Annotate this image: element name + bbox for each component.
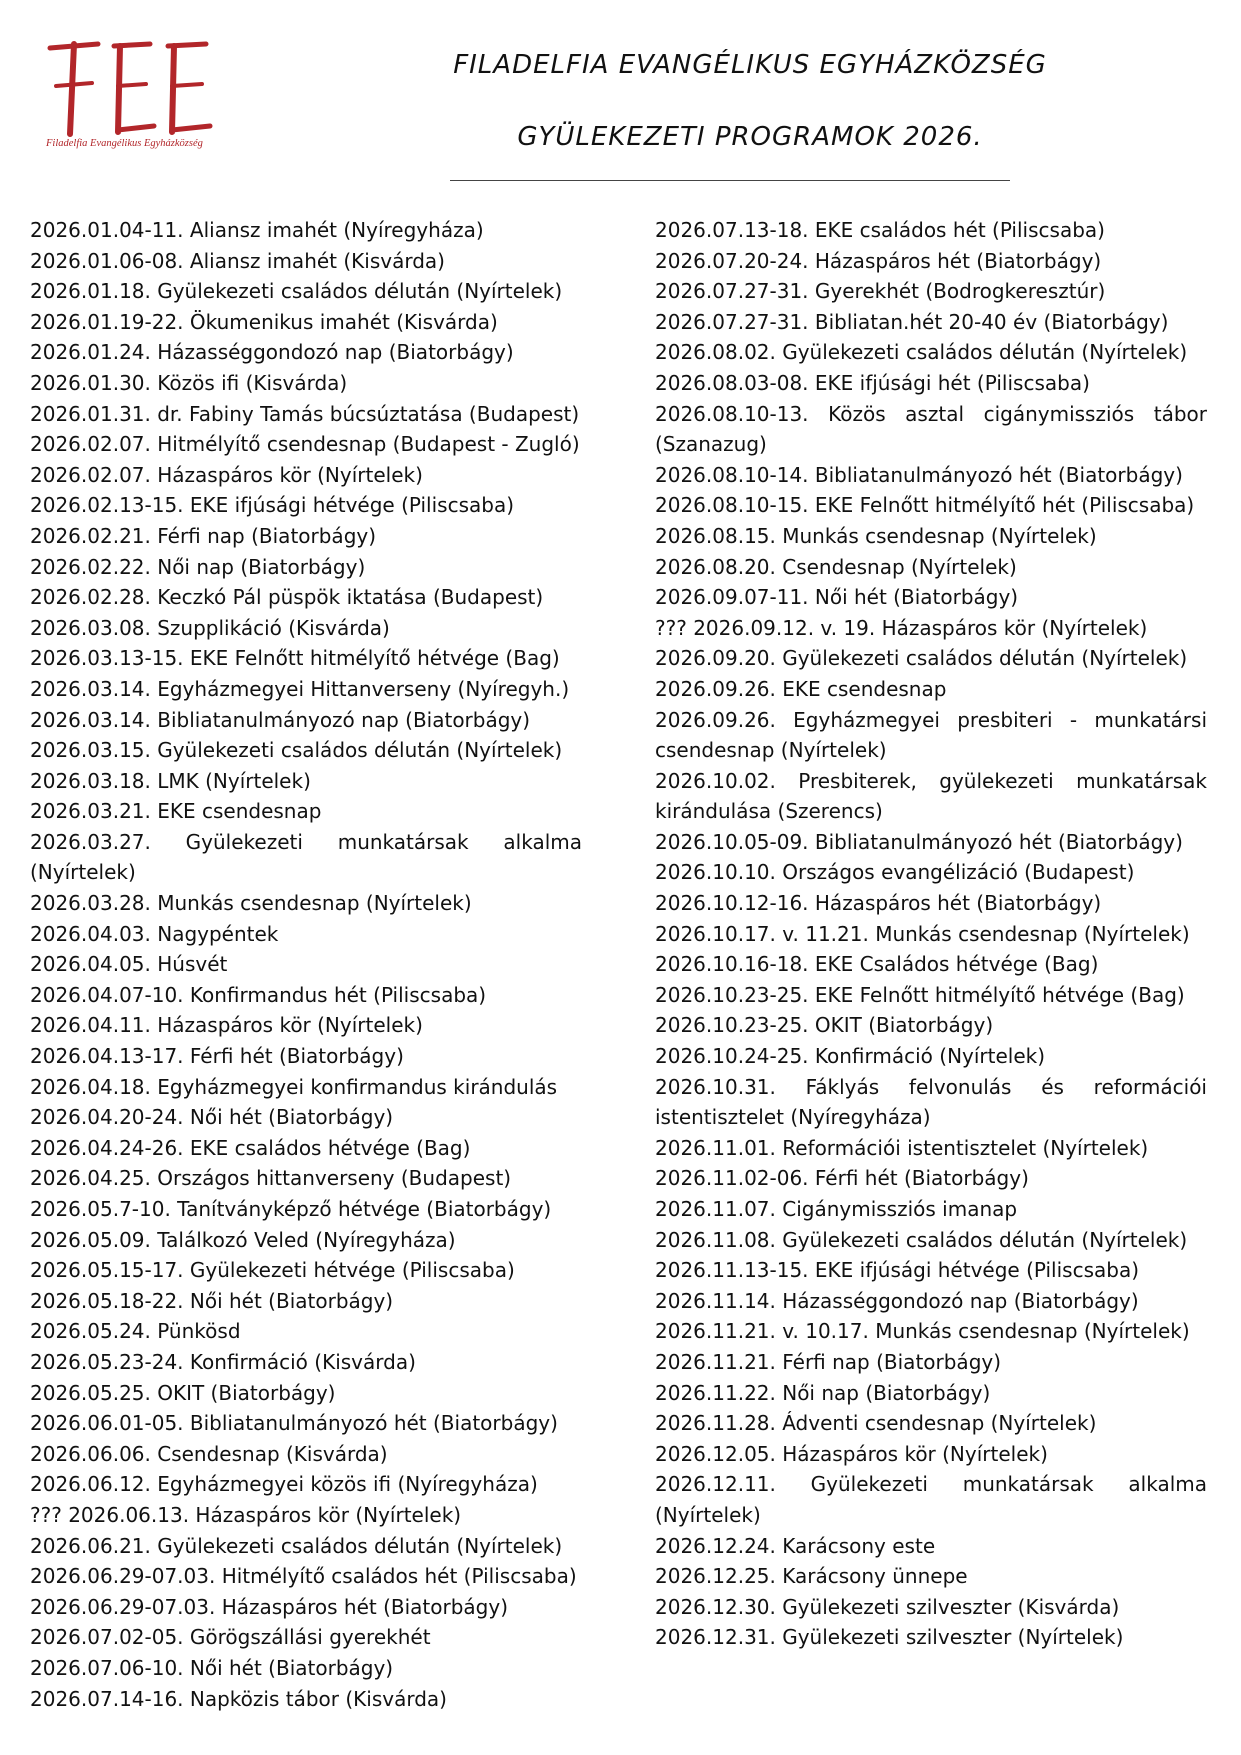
program-item: 2026.10.10. Országos evangélizáció (Budapest) (655, 860, 1135, 885)
program-item: 2026.03.28. Munkás csendesnap (Nyírtelek) (30, 891, 472, 916)
program-item: 2026.06.21. Gyülekezeti családos délután (Nyírtelek) (30, 1533, 563, 1558)
program-item: 2026.11.13-15. EKE ifjúsági hétvége (Piliscsaba) (655, 1258, 1140, 1283)
program-item: 2026.09.26. EKE csendesnap (655, 676, 947, 701)
program-item: 2026.11.07. Cigánymissziós imanap (655, 1197, 1018, 1221)
program-item: 2026.12.25. Karácsony ünnepe (655, 1564, 968, 1589)
fee-logo-letters-icon (44, 38, 214, 138)
program-item: 2026.08.02. Gyülekezeti családos délután (Nyírtelek) (655, 340, 1188, 365)
program-item: 2026.07.02-05. Görögszállási gyerekhét (30, 1625, 431, 1650)
program-item: 2026.05.23-24. Konfirmáció (Kisvárda) (30, 1349, 416, 1374)
program-item: 2026.09.26. Egyházmegyei presbiteri - munkatársi csendesnap (Nyírtelek) (655, 707, 1207, 763)
program-item: 2026.10.24-25. Konfirmáció (Nyírtelek) (655, 1044, 1046, 1069)
program-item: 2026.01.06-08. Aliansz imahét (Kisvárda) (30, 248, 445, 273)
program-item: 2026.05.09. Találkozó Veled (Nyíregyháza) (30, 1227, 456, 1252)
program-title: GYÜLEKEZETI PROGRAMOK 2026. (517, 122, 983, 152)
program-item: 2026.11.01. Reformációi istentisztelet (Nyírtelek) (655, 1135, 1149, 1160)
program-item: 2026.04.07-10. Konfirmandus hét (Piliscsaba) (30, 982, 487, 1007)
program-item: 2026.03.14. Bibliatanulmányozó nap (Biatorbágy) (30, 707, 531, 732)
program-item: 2026.02.07. Házaspáros kör (Nyírtelek) (30, 462, 423, 487)
program-item: 2026.11.22. Női nap (Biatorbágy) (655, 1380, 991, 1405)
program-item: 2026.11.02-06. Férfi hét (Biatorbágy) (655, 1166, 1029, 1191)
program-item: 2026.01.04-11. Aliansz imahét (Nyíregyháza) (30, 218, 484, 242)
program-item: 2026.12.11. Gyülekezeti munkatársak alkalma (Nyírtelek) (655, 1472, 1207, 1527)
program-item: 2026.10.12-16. Házaspáros hét (Biatorbágy) (655, 891, 1102, 916)
program-item: 2026.07.14-16. Napközis tábor (Kisvárda) (30, 1686, 447, 1711)
program-item: 2026.11.21. v. 10.17. Munkás csendesnap (Nyírtelek) (655, 1319, 1190, 1344)
program-item: 2026.11.14. Házasséggondozó nap (Biatorbágy) (655, 1288, 1139, 1313)
program-item: 2026.02.22. Női nap (Biatorbágy) (30, 554, 366, 579)
program-item: 2026.03.27. Gyülekezeti munkatársak alkalma (Nyírtelek) (30, 829, 582, 885)
program-item: 2026.07.20-24. Házaspáros hét (Biatorbágy) (655, 248, 1102, 273)
program-item: 2026.02.07. Hitmélyítő csendesnap (Budapest - Zugló) (30, 432, 580, 457)
program-list-right (655, 215, 1207, 1653)
program-item: 2026.10.17. v. 11.21. Munkás csendesnap (Nyírtelek) (655, 921, 1190, 946)
program-item: 2026.01.24. Házasséggondozó nap (Biatorbágy) (30, 340, 514, 365)
program-item: 2026.03.14. Egyházmegyei Hittanverseny (Nyíregyh.) (30, 676, 570, 701)
program-item: 2026.06.12. Egyházmegyei közös ifi (Nyíregyháza) (30, 1472, 538, 1497)
program-item: 2026.07.13-18. EKE családos hét (Piliscsaba) (655, 218, 1105, 242)
program-item: 2026.06.06. Csendesnap (Kisvárda) (30, 1441, 388, 1466)
program-item: 2026.10.05-09. Bibliatanulmányozó hét (Biatorbágy) (655, 829, 1183, 854)
program-item: 2026.05.15-17. Gyülekezeti hétvége (Piliscsaba) (30, 1258, 515, 1283)
program-item: 2026.04.24-26. EKE családos hétvége (Bag) (30, 1135, 471, 1160)
program-item: 2026.08.15. Munkás csendesnap (Nyírtelek) (655, 523, 1097, 548)
program-item: 2026.12.31. Gyülekezeti szilveszter (Nyírtelek) (655, 1625, 1124, 1650)
program-item: 2026.01.19-22. Ökumenikus imahét (Kisvárda) (30, 309, 498, 334)
program-item: 2026.04.18. Egyházmegyei konfirmandus kirándulás (30, 1074, 558, 1099)
program-item: 2026.10.23-25. OKIT (Biatorbágy) (655, 1013, 994, 1038)
program-item: 2026.07.27-31. Bibliatan.hét 20-40 év (Biatorbágy) (655, 309, 1169, 334)
program-item: 2026.04.05. Húsvét (30, 952, 228, 977)
program-item: ??? 2026.06.13. Házaspáros kör (Nyírtelek) (30, 1502, 462, 1527)
program-item: 2026.03.21. EKE csendesnap (30, 799, 322, 824)
program-item: 2026.08.10-15. EKE Felnőtt hitmélyítő hét (Piliscsaba) (655, 493, 1195, 518)
program-item: 2026.10.02. Presbiterek, gyülekezeti munkatársak kirándulása (Szerencs) (655, 768, 1207, 824)
program-item: 2026.02.13-15. EKE ifjúsági hétvége (Piliscsaba) (30, 493, 515, 518)
program-item: 2026.10.23-25. EKE Felnőtt hitmélyítő hétvége (Bag) (655, 982, 1185, 1007)
program-item: 2026.08.03-08. EKE ifjúsági hét (Piliscsaba) (655, 370, 1090, 395)
program-item: 2026.11.21. Férfi nap (Biatorbágy) (655, 1349, 1002, 1374)
program-item: 2026.12.30. Gyülekezeti szilveszter (Kisvárda) (655, 1594, 1120, 1619)
program-item: 2026.10.16-18. EKE Családos hétvége (Bag) (655, 952, 1099, 977)
program-item: 2026.05.24. Pünkösd (30, 1319, 241, 1344)
program-item: 2026.03.08. Szupplikáció (Kisvárda) (30, 615, 390, 640)
program-item: 2026.06.01-05. Bibliatanulmányozó hét (Biatorbágy) (30, 1411, 558, 1436)
program-item: 2026.12.24. Karácsony este (655, 1533, 936, 1558)
program-item: 2026.05.18-22. Női hét (Biatorbágy) (30, 1288, 394, 1313)
program-item: 2026.02.21. Férfi nap (Biatorbágy) (30, 523, 377, 548)
logo-caption: Filadelfia Evangélikus Egyházközség (46, 138, 203, 149)
program-list-left (30, 215, 582, 1714)
program-item: 2026.03.15. Gyülekezeti családos délután (Nyírtelek) (30, 738, 563, 763)
program-item: ??? 2026.09.12. v. 19. Házaspáros kör (Nyírtelek) (655, 615, 1148, 640)
program-item: 2026.01.31. dr. Fabiny Tamás búcsúztatása (Budapest) (30, 401, 580, 426)
program-item: 2026.08.10-13. Közös asztal cigánymissziós tábor (Szanazug) (655, 401, 1207, 457)
program-item: 2026.09.07-11. Női hét (Biatorbágy) (655, 585, 1019, 610)
fee-logo (44, 38, 234, 170)
program-item: 2026.06.29-07.03. Házaspáros hét (Biatorbágy) (30, 1594, 509, 1619)
program-item: 2026.04.11. Házaspáros kör (Nyírtelek) (30, 1013, 423, 1038)
program-item: 2026.12.05. Házaspáros kör (Nyírtelek) (655, 1441, 1048, 1466)
program-item: 2026.05.25. OKIT (Biatorbágy) (30, 1380, 336, 1405)
program-item: 2026.02.28. Keczkó Pál püspök iktatása (Budapest) (30, 585, 544, 610)
program-item: 2026.05.7-10. Tanítványképző hétvége (Biatorbágy) (30, 1197, 552, 1221)
program-item: 2026.04.03. Nagypéntek (30, 921, 279, 946)
program-item: 2026.11.28. Ádventi csendesnap (Nyírtelek) (655, 1411, 1097, 1436)
program-item: 2026.08.20. Csendesnap (Nyírtelek) (655, 554, 1017, 579)
program-item: 2026.04.20-24. Női hét (Biatorbágy) (30, 1105, 394, 1130)
title-underline (450, 180, 1010, 181)
program-item: 2026.08.10-14. Bibliatanulmányozó hét (Biatorbágy) (655, 462, 1183, 487)
program-item: 2026.07.06-10. Női hét (Biatorbágy) (30, 1655, 394, 1680)
program-item: 2026.11.08. Gyülekezeti családos délután (Nyírtelek) (655, 1227, 1188, 1252)
program-item: 2026.07.27-31. Gyerekhét (Bodrogkeresztúr) (655, 279, 1106, 304)
program-item: 2026.09.20. Gyülekezeti családos délután (Nyírtelek) (655, 646, 1188, 671)
program-item: 2026.04.25. Országos hittanverseny (Budapest) (30, 1166, 512, 1191)
program-item: 2026.06.29-07.03. Hitmélyítő családos hét (Piliscsaba) (30, 1564, 577, 1589)
program-item: 2026.10.31. Fáklyás felvonulás és reformációi istentisztelet (Nyíregyháza) (655, 1074, 1207, 1130)
program-item: 2026.04.13-17. Férfi hét (Biatorbágy) (30, 1044, 404, 1069)
organization-title: FILADELFIA EVANGÉLIKUS EGYHÁZKÖZSÉG (453, 50, 1047, 80)
program-item: 2026.03.13-15. EKE Felnőtt hitmélyítő hétvége (Bag) (30, 646, 560, 671)
program-item: 2026.03.18. LMK (Nyírtelek) (30, 768, 311, 793)
program-item: 2026.01.30. Közös ifi (Kisvárda) (30, 370, 348, 395)
program-item: 2026.01.18. Gyülekezeti családos délután (Nyírtelek) (30, 279, 563, 304)
